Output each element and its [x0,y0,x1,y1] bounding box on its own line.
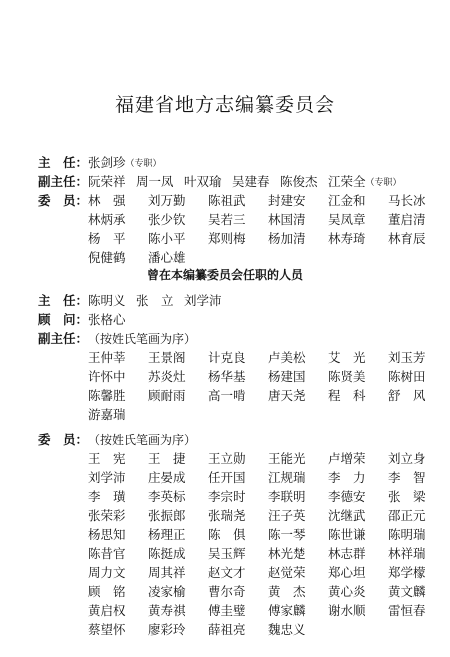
name-entry: 陈世谦 [328,527,366,542]
name-entry: 郑心坦 [328,565,366,580]
name-entry: 杨加清 [268,231,306,246]
name-entry: 林志群 [328,546,366,561]
name-entry: 叶双瑜 [184,174,222,189]
name-entry: 刘学沛 [184,293,222,308]
current-members-row [88,229,426,248]
name-entry: 陈小平 [148,231,186,246]
name-entry: 李德安 [328,489,366,504]
name-entry: 李联明 [268,489,306,504]
name-entry: 顾耐雨 [148,388,186,403]
former-members-row [88,525,426,544]
document-title: 福建省地方志编纂委员会 [114,94,335,116]
former-chairman-label: 主 任： [38,293,89,308]
name-entry: 许怀中 [88,369,126,384]
current-vice-note: （专职） [365,178,402,188]
current-members-row [88,210,426,229]
former-section-heading: 曾在本编纂委员会任职的人员 [146,268,303,282]
former-members-note: （按姓氏笔画为序） [88,433,197,447]
name-entry: 张 立 [136,293,174,308]
former-members-row [88,620,306,639]
name-entry: 艾 光 [328,350,366,365]
current-chairman-label: 主 任： [38,155,89,170]
name-entry: 黄心炎 [328,584,366,599]
name-entry: 曹尔奇 [208,584,246,599]
current-vice-line [88,172,402,191]
name-entry: 周力文 [88,565,126,580]
name-entry: 陈明义 [88,293,126,308]
name-entry: 吴玉辉 [208,546,246,561]
name-entry: 邵正元 [388,508,426,523]
name-entry: 李 智 [388,470,426,485]
name-entry: 黄 杰 [268,584,306,599]
name-entry: 唐天尧 [268,388,306,403]
name-entry: 黄文麟 [388,584,426,599]
former-members-row [88,506,426,525]
name-entry: 薛祖亮 [208,622,246,637]
name-entry: 游嘉瑞 [88,407,126,422]
name-entry: 沈继武 [328,508,366,523]
name-entry: 林炳承 [88,212,126,227]
former-vice-row [88,348,426,367]
name-entry: 李宗时 [208,489,246,504]
former-members-row [88,487,426,506]
former-members-row [88,468,426,487]
name-entry: 王 宪 [88,451,126,466]
former-members-label: 委 员： [38,432,89,447]
name-entry: 陈挺成 [148,546,186,561]
name-entry: 张瑞尧 [208,508,246,523]
current-chairman-note: （专职） [125,159,162,169]
name-entry: 林 强 [88,193,126,208]
name-entry: 杨思知 [88,527,126,542]
former-members-row [88,582,426,601]
name-entry: 陈树田 [388,369,426,384]
name-entry: 吴若三 [208,212,246,227]
name-entry: 陈俊杰 [280,174,318,189]
name-entry: 张 梁 [388,489,426,504]
name-entry: 陈一琴 [268,527,306,542]
name-entry: 顾 铭 [88,584,126,599]
name-entry: 高一啃 [208,388,246,403]
name-entry: 杨 平 [88,231,126,246]
name-entry: 陈祖武 [208,193,246,208]
name-entry: 王景阁 [148,350,186,365]
name-entry: 李 力 [328,470,366,485]
name-entry: 马长冰 [388,193,426,208]
name-entry: 吴凤章 [328,212,366,227]
name-entry: 林国清 [268,212,306,227]
former-members-row [88,563,426,582]
current-chairman-line [88,153,162,172]
former-vice-row [88,386,426,405]
name-entry: 廖彩玲 [148,622,186,637]
name-entry: 程 科 [328,388,366,403]
name-entry: 卢增荣 [328,451,366,466]
name-entry: 王 捷 [148,451,186,466]
name-entry: 刘万勤 [148,193,186,208]
name-entry: 舒 风 [388,388,426,403]
former-advisor-line [88,310,126,329]
name-entry: 计克良 [208,350,246,365]
name-entry: 黄启权 [88,603,126,618]
former-members-row [88,544,426,563]
name-entry: 傅家麟 [268,603,306,618]
name-entry: 赵文才 [208,565,246,580]
name-entry: 吴建春 [232,174,270,189]
name-entry: 任开国 [208,470,246,485]
current-members-label: 委 员： [38,193,89,208]
name-entry: 刘立身 [388,451,426,466]
name-entry: 周一凤 [136,174,174,189]
former-vice-note: （按姓氏笔画为序） [88,332,197,346]
name-entry: 林光楚 [268,546,306,561]
name-entry: 张格心 [88,312,126,327]
name-entry: 卢美松 [268,350,306,365]
name-entry: 阮荣祥 [88,174,126,189]
name-entry: 周其祥 [148,565,186,580]
name-entry: 张少钦 [148,212,186,227]
name-entry: 魏忠义 [268,622,306,637]
name-entry: 林育辰 [388,231,426,246]
name-entry: 陈馨胜 [88,388,126,403]
former-vice-row [88,367,426,386]
current-members-row [88,191,426,210]
name-entry: 刘玉芳 [388,350,426,365]
name-entry: 杨华基 [208,369,246,384]
name-entry: 苏炎灶 [148,369,186,384]
name-entry: 王能光 [268,451,306,466]
name-entry: 封建安 [268,193,306,208]
name-entry: 李英标 [148,489,186,504]
name-entry: 刘学沛 [88,470,126,485]
name-entry: 陈昔官 [88,546,126,561]
name-entry: 汪子英 [268,508,306,523]
former-chairman-line [88,291,222,310]
name-entry: 董启清 [388,212,426,227]
former-members-row [88,601,426,620]
name-entry: 庄晏成 [148,470,186,485]
current-vice-label: 副主任： [38,174,89,189]
name-entry: 杨理正 [148,527,186,542]
name-entry: 傅圭璧 [208,603,246,618]
former-members-row [88,449,426,468]
name-entry: 谢水顺 [328,603,366,618]
name-entry: 黄寿祺 [148,603,186,618]
former-vice-note-line [88,329,196,348]
name-entry: 凌家榆 [148,584,186,599]
name-entry: 王立勋 [208,451,246,466]
name-entry: 蔡望怀 [88,622,126,637]
name-entry: 王仲莘 [88,350,126,365]
name-entry: 张荣彩 [88,508,126,523]
current-chairman-name: 张剑珍 [88,155,126,170]
name-entry: 杨建国 [268,369,306,384]
name-entry: 陈 俱 [208,527,246,542]
name-entry: 倪健鹤 [88,250,126,265]
former-advisor-label: 顾 问： [38,312,89,327]
name-entry: 李 璜 [88,489,126,504]
name-entry: 郑学檬 [388,565,426,580]
name-entry: 江金和 [328,193,366,208]
name-entry: 江荣全 [328,174,366,189]
former-vice-label: 副主任： [38,331,89,346]
name-entry: 陈明瑞 [388,527,426,542]
former-vice-row [88,405,126,424]
current-members-row [88,248,208,267]
name-entry: 雷恒春 [388,603,426,618]
former-members-note-line [88,430,196,449]
name-entry: 张振郎 [148,508,186,523]
name-entry: 赵觉荣 [268,565,306,580]
name-entry: 郑则梅 [208,231,246,246]
name-entry: 潘心雄 [148,250,186,265]
name-entry: 陈贤美 [328,369,366,384]
name-entry: 江规瑞 [268,470,306,485]
name-entry: 林祥瑞 [388,546,426,561]
name-entry: 林寿琦 [328,231,366,246]
